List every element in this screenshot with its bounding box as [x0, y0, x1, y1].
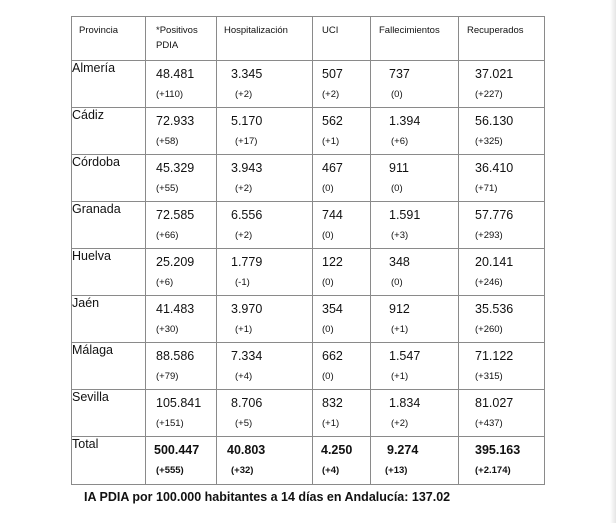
positivos-change: (+151) — [156, 418, 184, 429]
total-row — [72, 437, 545, 485]
uci-change: (0) — [322, 371, 334, 382]
fallecimientos-change: (+3) — [391, 230, 409, 241]
hospitalizacion-change: (+5) — [235, 418, 253, 429]
fallecimientos-cell — [371, 343, 459, 390]
fallecimientos-change: (0) — [391, 183, 403, 194]
header-row — [72, 17, 545, 61]
uci-cell — [313, 343, 371, 390]
recuperados-change: (+260) — [475, 324, 503, 335]
hospitalizacion-value: 8.706 — [231, 396, 263, 410]
uci-change: (+4) — [322, 465, 340, 476]
table-row — [72, 61, 545, 108]
positivos-value: 72.933 — [156, 114, 195, 128]
recuperados-value: 81.027 — [475, 396, 514, 410]
hospitalizacion-change: (-1) — [235, 277, 250, 288]
uci-change: (+1) — [322, 418, 340, 429]
recuperados-change: (+2.174) — [475, 465, 511, 476]
footnote-incidence: IA PDIA por 100.000 habitantes a 14 días en Andalucía: 137.02 — [84, 490, 451, 504]
uci-change: (0) — [322, 183, 334, 194]
uci-value: 507 — [322, 67, 343, 81]
recuperados-cell — [459, 249, 545, 296]
recuperados-change: (+325) — [475, 136, 503, 147]
uci-change: (+1) — [322, 136, 340, 147]
uci-value: 662 — [322, 349, 343, 363]
recuperados-cell — [459, 61, 545, 108]
fallecimientos-cell — [371, 155, 459, 202]
uci-cell — [313, 249, 371, 296]
recuperados-value: 36.410 — [475, 161, 514, 175]
recuperados-change: (+71) — [475, 183, 498, 194]
hospitalizacion-cell — [217, 437, 313, 485]
uci-cell — [313, 437, 371, 485]
uci-change: (0) — [322, 324, 334, 335]
recuperados-value: 20.141 — [475, 255, 514, 269]
positivos-change: (+58) — [156, 136, 179, 147]
positivos-cell — [146, 296, 217, 343]
fallecimientos-value: 737 — [389, 67, 410, 81]
fallecimientos-cell — [371, 437, 459, 485]
uci-cell — [313, 155, 371, 202]
hospitalizacion-change: (+2) — [235, 89, 253, 100]
recuperados-value: 37.021 — [475, 67, 514, 81]
table-row — [72, 155, 545, 202]
positivos-cell — [146, 249, 217, 296]
provincia-cell: Cádiz — [72, 108, 146, 155]
fallecimientos-value: 1.547 — [389, 349, 421, 363]
fallecimientos-cell — [371, 202, 459, 249]
hospitalizacion-cell — [217, 108, 313, 155]
uci-change: (+2) — [322, 89, 340, 100]
total-label: Total — [72, 437, 146, 485]
uci-cell — [313, 390, 371, 437]
header-hospitalizacion: Hospitalización — [217, 17, 313, 61]
provincia-cell: Málaga — [72, 343, 146, 390]
recuperados-change: (+246) — [475, 277, 503, 288]
table-row — [72, 249, 545, 296]
provincia-cell: Córdoba — [72, 155, 146, 202]
hospitalizacion-value: 3.345 — [231, 67, 263, 81]
positivos-value: 72.585 — [156, 208, 195, 222]
positivos-cell — [146, 61, 217, 108]
hospitalizacion-value: 3.970 — [231, 302, 263, 316]
fallecimientos-change: (+1) — [391, 324, 409, 335]
fallecimientos-change: (0) — [391, 277, 403, 288]
hospitalizacion-value: 3.943 — [231, 161, 263, 175]
hospitalizacion-cell — [217, 343, 313, 390]
uci-cell — [313, 296, 371, 343]
positivos-cell — [146, 390, 217, 437]
table-row — [72, 390, 545, 437]
positivos-value: 45.329 — [156, 161, 195, 175]
hospitalizacion-cell — [217, 296, 313, 343]
fallecimientos-value: 1.834 — [389, 396, 421, 410]
positivos-value: 41.483 — [156, 302, 195, 316]
provincia-cell: Granada — [72, 202, 146, 249]
uci-value: 467 — [322, 161, 343, 175]
table-row — [72, 296, 545, 343]
uci-value: 744 — [322, 208, 343, 222]
uci-cell — [313, 108, 371, 155]
recuperados-cell — [459, 437, 545, 485]
recuperados-value: 35.536 — [475, 302, 514, 316]
fallecimientos-cell — [371, 61, 459, 108]
uci-change: (0) — [322, 230, 334, 241]
provincia-cell: Huelva — [72, 249, 146, 296]
provincia-cell: Almería — [72, 61, 146, 108]
header-positivos: *Positivos PDIA — [146, 17, 217, 61]
recuperados-change: (+293) — [475, 230, 503, 241]
table-row — [72, 343, 545, 390]
recuperados-cell — [459, 155, 545, 202]
header-uci: UCI — [313, 17, 371, 61]
hospitalizacion-change: (+4) — [235, 371, 253, 382]
uci-cell — [313, 202, 371, 249]
header-provincia: Provincia — [72, 17, 146, 61]
hospitalizacion-cell — [217, 390, 313, 437]
positivos-change: (+110) — [156, 89, 184, 100]
page-edge-shadow — [610, 0, 616, 523]
header-fallecimientos: Fallecimientos — [371, 17, 459, 61]
positivos-cell — [146, 437, 217, 485]
positivos-cell — [146, 343, 217, 390]
hospitalizacion-value: 1.779 — [231, 255, 263, 269]
uci-cell — [313, 61, 371, 108]
positivos-value: 500.447 — [154, 443, 200, 457]
positivos-value: 88.586 — [156, 349, 195, 363]
fallecimientos-value: 348 — [389, 255, 410, 269]
uci-value: 562 — [322, 114, 343, 128]
fallecimientos-change: (+13) — [385, 465, 408, 476]
table-row — [72, 108, 545, 155]
positivos-change: (+79) — [156, 371, 179, 382]
provincia-cell: Sevilla — [72, 390, 146, 437]
hospitalizacion-change: (+1) — [235, 324, 253, 335]
hospitalizacion-value: 6.556 — [231, 208, 263, 222]
fallecimientos-cell — [371, 249, 459, 296]
positivos-cell — [146, 202, 217, 249]
recuperados-cell — [459, 390, 545, 437]
uci-value: 4.250 — [321, 443, 353, 457]
hospitalizacion-cell — [217, 155, 313, 202]
recuperados-cell — [459, 108, 545, 155]
positivos-change: (+55) — [156, 183, 179, 194]
fallecimientos-cell — [371, 296, 459, 343]
recuperados-cell — [459, 343, 545, 390]
positivos-cell — [146, 108, 217, 155]
positivos-change: (+66) — [156, 230, 179, 241]
fallecimientos-value: 911 — [389, 161, 409, 175]
positivos-change: (+555) — [156, 465, 184, 476]
fallecimientos-cell — [371, 390, 459, 437]
hospitalizacion-cell — [217, 61, 313, 108]
recuperados-cell — [459, 202, 545, 249]
hospitalizacion-change: (+32) — [231, 465, 254, 476]
header-recuperados: Recuperados — [459, 17, 545, 61]
uci-value: 122 — [322, 255, 343, 269]
fallecimientos-value: 9.274 — [387, 443, 419, 457]
fallecimientos-change: (+6) — [391, 136, 409, 147]
uci-value: 354 — [322, 302, 343, 316]
uci-value: 832 — [322, 396, 343, 410]
recuperados-value: 56.130 — [475, 114, 514, 128]
uci-change: (0) — [322, 277, 334, 288]
hospitalizacion-value: 5.170 — [231, 114, 263, 128]
fallecimientos-value: 1.394 — [389, 114, 421, 128]
hospitalizacion-change: (+2) — [235, 230, 253, 241]
recuperados-cell — [459, 296, 545, 343]
hospitalizacion-change: (+2) — [235, 183, 253, 194]
fallecimientos-change: (+2) — [391, 418, 409, 429]
fallecimientos-value: 1.591 — [389, 208, 421, 222]
fallecimientos-cell — [371, 108, 459, 155]
table-row — [72, 202, 545, 249]
positivos-value: 48.481 — [156, 67, 195, 81]
positivos-cell — [146, 155, 217, 202]
fallecimientos-change: (0) — [391, 89, 403, 100]
recuperados-value: 57.776 — [475, 208, 514, 222]
recuperados-change: (+227) — [475, 89, 503, 100]
positivos-change: (+30) — [156, 324, 179, 335]
fallecimientos-value: 912 — [389, 302, 410, 316]
recuperados-value: 395.163 — [475, 443, 521, 457]
recuperados-value: 71.122 — [475, 349, 514, 363]
recuperados-change: (+315) — [475, 371, 503, 382]
positivos-value: 105.841 — [156, 396, 202, 410]
hospitalizacion-value: 40.803 — [227, 443, 266, 457]
recuperados-change: (+437) — [475, 418, 503, 429]
hospitalizacion-value: 7.334 — [231, 349, 263, 363]
hospitalizacion-cell — [217, 202, 313, 249]
provincia-cell: Jaén — [72, 296, 146, 343]
covid-stats-table — [71, 16, 545, 485]
positivos-change: (+6) — [156, 277, 174, 288]
positivos-value: 25.209 — [156, 255, 195, 269]
fallecimientos-change: (+1) — [391, 371, 409, 382]
hospitalizacion-change: (+17) — [235, 136, 258, 147]
hospitalizacion-cell — [217, 249, 313, 296]
